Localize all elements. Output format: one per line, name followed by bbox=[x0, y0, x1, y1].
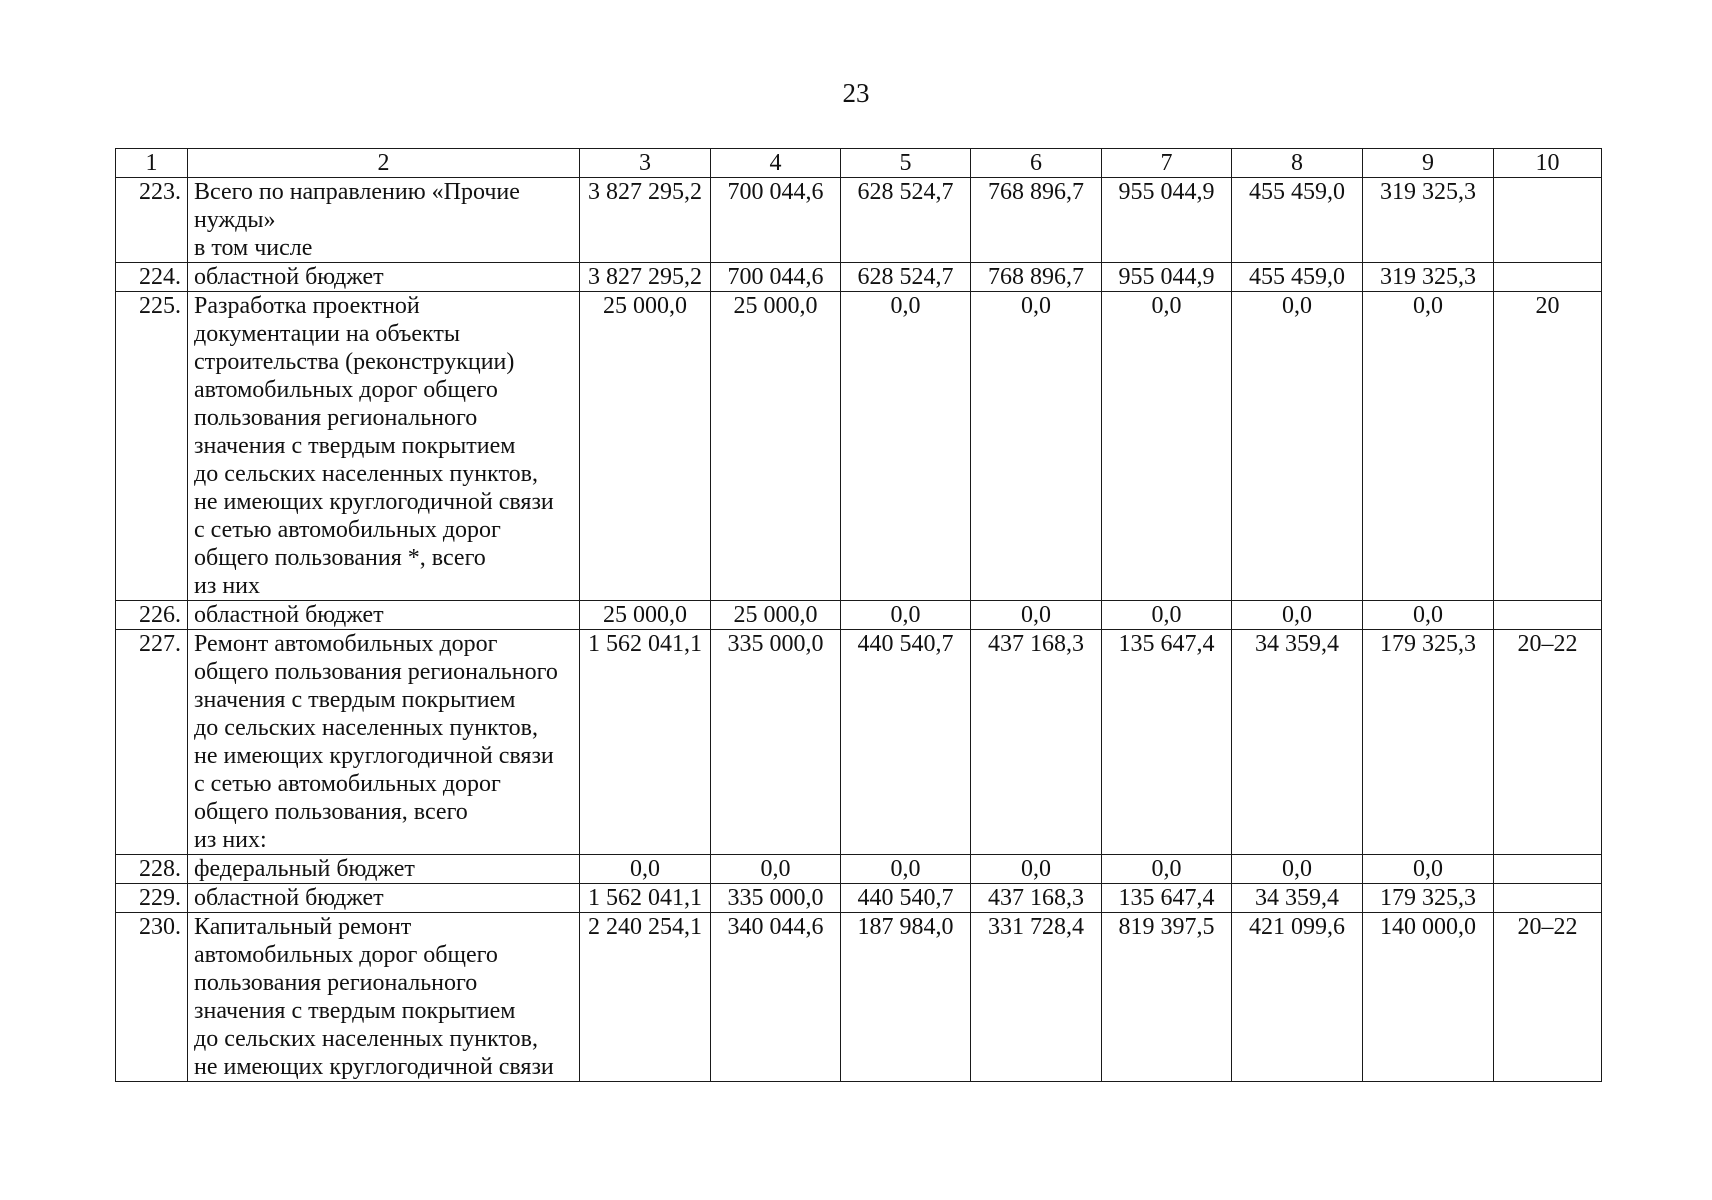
row-name-line: общего пользования регионального bbox=[194, 659, 558, 685]
row-value-col-9: 319 325,3 bbox=[1363, 263, 1494, 292]
row-name-line: Ремонт автомобильных дорог bbox=[194, 631, 498, 657]
row-number: 229. bbox=[116, 884, 188, 913]
row-value-col-4: 335 000,0 bbox=[711, 630, 841, 855]
row-name-line: не имеющих круглогодичной связи bbox=[194, 1054, 554, 1080]
table-row bbox=[116, 292, 1602, 601]
row-name-line: из них bbox=[194, 573, 261, 599]
row-value-col-8: 34 359,4 bbox=[1232, 884, 1363, 913]
row-name-line: областной бюджет bbox=[194, 602, 384, 628]
row-name bbox=[188, 263, 580, 292]
table-body bbox=[116, 149, 1602, 1082]
row-name-line: федеральный бюджет bbox=[194, 856, 415, 882]
row-name-line: Разработка проектной bbox=[194, 293, 420, 319]
row-value-col-6: 768 896,7 bbox=[971, 263, 1102, 292]
row-value-col-3: 3 827 295,2 bbox=[580, 263, 711, 292]
row-note bbox=[1494, 601, 1602, 630]
row-value-col-7: 955 044,9 bbox=[1102, 263, 1232, 292]
column-header: 6 bbox=[971, 149, 1102, 178]
row-name bbox=[188, 178, 580, 263]
row-name-line: областной бюджет bbox=[194, 885, 384, 911]
row-name-line: из них: bbox=[194, 827, 267, 853]
row-value-col-6: 768 896,7 bbox=[971, 178, 1102, 263]
row-name bbox=[188, 913, 580, 1082]
table-row bbox=[116, 263, 1602, 292]
row-value-col-4: 25 000,0 bbox=[711, 292, 841, 601]
row-name-line: Всего по направлению «Прочие bbox=[194, 179, 520, 205]
row-value-col-3: 25 000,0 bbox=[580, 601, 711, 630]
row-value-col-9: 179 325,3 bbox=[1363, 884, 1494, 913]
row-value-col-3: 1 562 041,1 bbox=[580, 630, 711, 855]
table-row bbox=[116, 913, 1602, 1082]
table-header-row bbox=[116, 149, 1602, 178]
row-value-col-7: 819 397,5 bbox=[1102, 913, 1232, 1082]
row-value-col-8: 34 359,4 bbox=[1232, 630, 1363, 855]
row-value-col-7: 0,0 bbox=[1102, 601, 1232, 630]
column-header: 2 bbox=[188, 149, 580, 178]
row-number: 223. bbox=[116, 178, 188, 263]
row-name-line: не имеющих круглогодичной связи bbox=[194, 743, 554, 769]
row-name-line: до сельских населенных пунктов, bbox=[194, 1026, 538, 1052]
row-name-line: общего пользования *, всего bbox=[194, 545, 486, 571]
row-value-col-5: 440 540,7 bbox=[841, 884, 971, 913]
row-note bbox=[1494, 263, 1602, 292]
row-value-col-5: 0,0 bbox=[841, 292, 971, 601]
row-value-col-5: 628 524,7 bbox=[841, 263, 971, 292]
row-name-line: значения с твердым покрытием bbox=[194, 433, 516, 459]
row-value-col-5: 187 984,0 bbox=[841, 913, 971, 1082]
row-value-col-8: 0,0 bbox=[1232, 292, 1363, 601]
row-number: 227. bbox=[116, 630, 188, 855]
row-value-col-9: 0,0 bbox=[1363, 855, 1494, 884]
table-row bbox=[116, 601, 1602, 630]
table-row bbox=[116, 884, 1602, 913]
row-value-col-6: 437 168,3 bbox=[971, 884, 1102, 913]
row-note: 20–22 bbox=[1494, 913, 1602, 1082]
row-value-col-6: 0,0 bbox=[971, 601, 1102, 630]
row-name bbox=[188, 292, 580, 601]
row-value-col-3: 1 562 041,1 bbox=[580, 884, 711, 913]
row-note bbox=[1494, 855, 1602, 884]
row-number: 226. bbox=[116, 601, 188, 630]
row-value-col-6: 0,0 bbox=[971, 292, 1102, 601]
row-name-line: областной бюджет bbox=[194, 264, 384, 290]
row-name-line: в том числе bbox=[194, 235, 313, 261]
row-value-col-8: 455 459,0 bbox=[1232, 263, 1363, 292]
row-value-col-5: 0,0 bbox=[841, 601, 971, 630]
row-value-col-4: 0,0 bbox=[711, 855, 841, 884]
row-value-col-6: 331 728,4 bbox=[971, 913, 1102, 1082]
row-value-col-3: 2 240 254,1 bbox=[580, 913, 711, 1082]
row-value-col-8: 455 459,0 bbox=[1232, 178, 1363, 263]
column-header: 1 bbox=[116, 149, 188, 178]
row-name-line: до сельских населенных пунктов, bbox=[194, 715, 538, 741]
column-header: 8 bbox=[1232, 149, 1363, 178]
row-note: 20 bbox=[1494, 292, 1602, 601]
row-note bbox=[1494, 178, 1602, 263]
row-name-line: Капитальный ремонт bbox=[194, 914, 412, 940]
row-number: 228. bbox=[116, 855, 188, 884]
row-name-line: значения с твердым покрытием bbox=[194, 687, 516, 713]
row-note bbox=[1494, 884, 1602, 913]
row-value-col-8: 0,0 bbox=[1232, 855, 1363, 884]
row-value-col-4: 335 000,0 bbox=[711, 884, 841, 913]
row-value-col-9: 0,0 bbox=[1363, 292, 1494, 601]
row-name-line: значения с твердым покрытием bbox=[194, 998, 516, 1024]
row-name-line: с сетью автомобильных дорог bbox=[194, 517, 501, 543]
column-header: 10 bbox=[1494, 149, 1602, 178]
row-name bbox=[188, 601, 580, 630]
row-value-col-8: 0,0 bbox=[1232, 601, 1363, 630]
row-value-col-5: 440 540,7 bbox=[841, 630, 971, 855]
page-number: 23 bbox=[842, 78, 870, 108]
row-value-col-3: 3 827 295,2 bbox=[580, 178, 711, 263]
row-value-col-7: 135 647,4 bbox=[1102, 630, 1232, 855]
row-name-line: нужды» bbox=[194, 207, 276, 233]
row-name bbox=[188, 630, 580, 855]
row-value-col-4: 340 044,6 bbox=[711, 913, 841, 1082]
row-value-col-7: 0,0 bbox=[1102, 855, 1232, 884]
row-name-line: общего пользования, всего bbox=[194, 799, 468, 825]
row-name-line: автомобильных дорог общего bbox=[194, 377, 498, 403]
table-row bbox=[116, 178, 1602, 263]
column-header: 7 bbox=[1102, 149, 1232, 178]
row-value-col-7: 0,0 bbox=[1102, 292, 1232, 601]
row-name-line: пользования регионального bbox=[194, 970, 478, 996]
row-number: 224. bbox=[116, 263, 188, 292]
column-header: 4 bbox=[711, 149, 841, 178]
row-value-col-8: 421 099,6 bbox=[1232, 913, 1363, 1082]
column-header: 5 bbox=[841, 149, 971, 178]
column-header: 9 bbox=[1363, 149, 1494, 178]
column-header: 3 bbox=[580, 149, 711, 178]
row-name-line: автомобильных дорог общего bbox=[194, 942, 498, 968]
row-value-col-4: 700 044,6 bbox=[711, 263, 841, 292]
row-name bbox=[188, 884, 580, 913]
row-note: 20–22 bbox=[1494, 630, 1602, 855]
row-value-col-4: 700 044,6 bbox=[711, 178, 841, 263]
row-name bbox=[188, 855, 580, 884]
table-row bbox=[116, 630, 1602, 855]
table-row bbox=[116, 855, 1602, 884]
row-name-line: не имеющих круглогодичной связи bbox=[194, 489, 554, 515]
row-value-col-7: 955 044,9 bbox=[1102, 178, 1232, 263]
budget-table bbox=[115, 148, 1602, 1082]
row-value-col-6: 437 168,3 bbox=[971, 630, 1102, 855]
row-value-col-5: 0,0 bbox=[841, 855, 971, 884]
row-name-line: строительства (реконструкции) bbox=[194, 349, 515, 375]
row-name-line: пользования регионального bbox=[194, 405, 478, 431]
row-value-col-9: 179 325,3 bbox=[1363, 630, 1494, 855]
row-number: 225. bbox=[116, 292, 188, 601]
row-value-col-7: 135 647,4 bbox=[1102, 884, 1232, 913]
row-value-col-3: 25 000,0 bbox=[580, 292, 711, 601]
row-value-col-9: 140 000,0 bbox=[1363, 913, 1494, 1082]
row-name-line: документации на объекты bbox=[194, 321, 460, 347]
row-name-line: до сельских населенных пунктов, bbox=[194, 461, 538, 487]
row-name-line: с сетью автомобильных дорог bbox=[194, 771, 501, 797]
row-value-col-6: 0,0 bbox=[971, 855, 1102, 884]
row-value-col-9: 319 325,3 bbox=[1363, 178, 1494, 263]
row-value-col-5: 628 524,7 bbox=[841, 178, 971, 263]
row-number: 230. bbox=[116, 913, 188, 1082]
row-value-col-3: 0,0 bbox=[580, 855, 711, 884]
row-value-col-4: 25 000,0 bbox=[711, 601, 841, 630]
row-value-col-9: 0,0 bbox=[1363, 601, 1494, 630]
